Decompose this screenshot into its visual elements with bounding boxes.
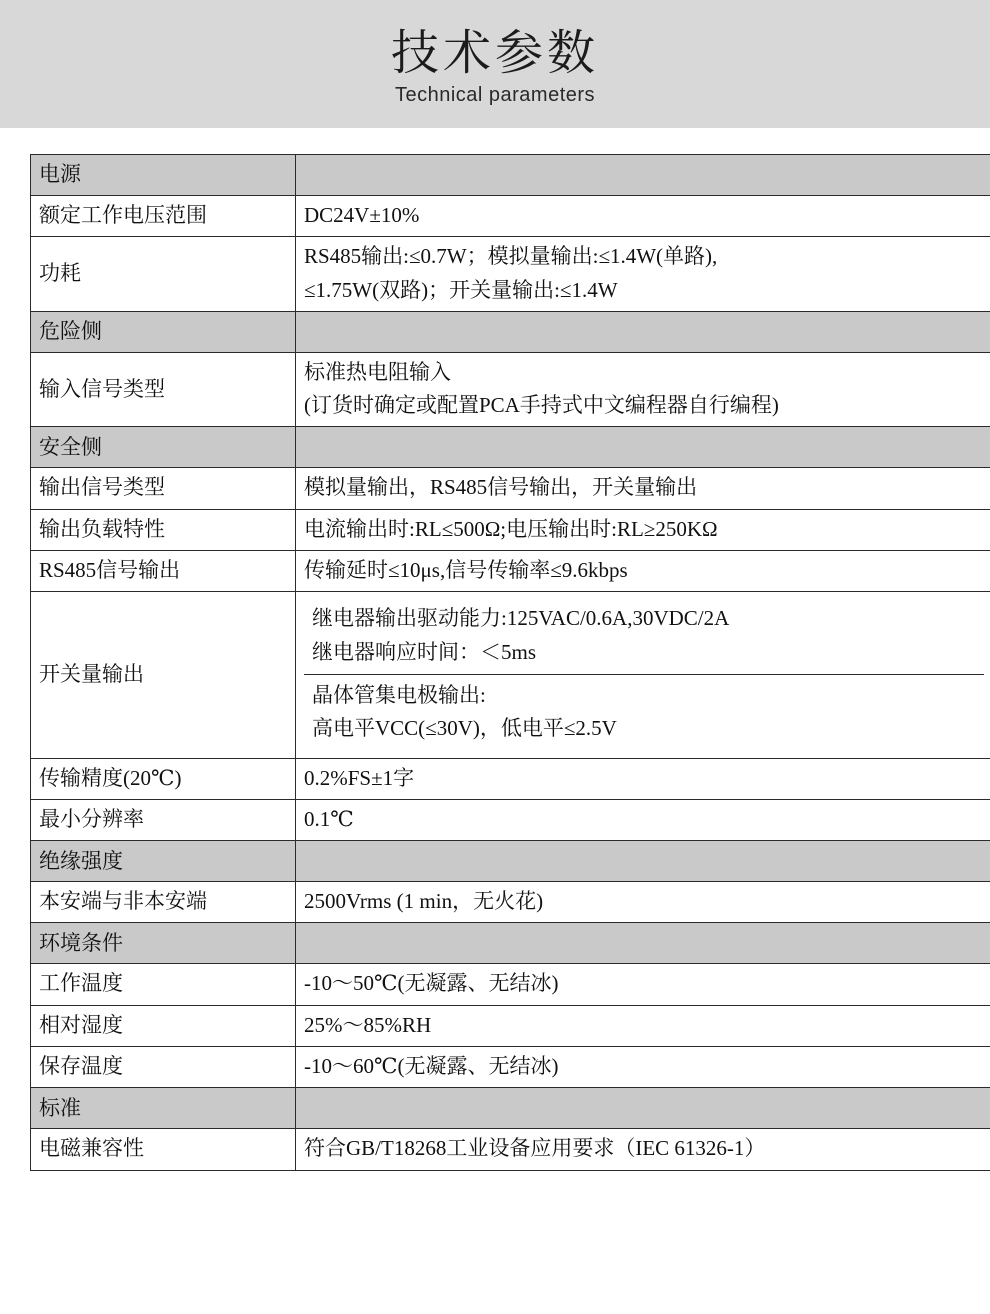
row-label: 工作温度 [31, 964, 296, 1005]
row-value-part [304, 598, 984, 674]
table-row [31, 196, 990, 237]
row-value-line: 晶体管集电极输出: [312, 682, 486, 707]
table-row [31, 592, 990, 758]
section-value [296, 841, 990, 882]
page-header-banner [0, 0, 990, 128]
row-label: 开关量输出 [31, 592, 296, 758]
row-label: 额定工作电压范围 [31, 196, 296, 237]
row-label: 最小分辨率 [31, 799, 296, 840]
table-row [31, 1005, 990, 1046]
row-value: DC24V±10% [296, 196, 990, 237]
table-section-row [31, 155, 990, 196]
section-value [296, 1088, 990, 1129]
row-label: 输出负载特性 [31, 509, 296, 550]
row-value [296, 352, 990, 427]
section-label: 环境条件 [31, 923, 296, 964]
row-label: 输入信号类型 [31, 352, 296, 427]
table-row [31, 799, 990, 840]
row-value: 传输延时≤10μs,信号传输率≤9.6kbps [296, 551, 990, 592]
technical-parameters-table [30, 154, 990, 1171]
table-row [31, 882, 990, 923]
row-value: 符合GB/T18268工业设备应用要求（IEC 61326-1） [296, 1129, 990, 1170]
row-label: 保存温度 [31, 1047, 296, 1088]
row-value: -10～60℃(无凝露、无结冰) [296, 1047, 990, 1088]
row-value: 25%～85%RH [296, 1005, 990, 1046]
table-section-row [31, 427, 990, 468]
table-section-row [31, 841, 990, 882]
table-section-row [31, 923, 990, 964]
row-value-line: 高电平VCC(≤30V)，低电平≤2.5V [312, 716, 617, 741]
section-label: 电源 [31, 155, 296, 196]
section-value [296, 311, 990, 352]
row-label: 传输精度(20℃) [31, 758, 296, 799]
row-value-line: ≤1.75W(双路)；开关量输出:≤1.4W [304, 277, 618, 302]
table-row [31, 964, 990, 1005]
table-row [31, 1129, 990, 1170]
row-value-line: RS485输出:≤0.7W；模拟量输出:≤1.4W(单路), [304, 244, 718, 269]
section-value [296, 923, 990, 964]
row-value-line: (订货时确定或配置PCA手持式中文编程器自行编程) [304, 393, 779, 418]
table-row [31, 468, 990, 509]
table-row [31, 352, 990, 427]
table-row [31, 237, 990, 312]
section-label: 绝缘强度 [31, 841, 296, 882]
row-value: 2500Vrms (1 min，无火花) [296, 882, 990, 923]
section-value [296, 155, 990, 196]
table-section-row [31, 311, 990, 352]
row-value-line: 继电器响应时间：＜5ms [312, 639, 537, 664]
row-label: 功耗 [31, 237, 296, 312]
row-value-line: 标准热电阻输入 [304, 359, 451, 384]
row-value-line: 继电器输出驱动能力:125VAC/0.6A,30VDC/2A [312, 606, 730, 631]
section-value [296, 427, 990, 468]
page-title: 技术参数 [390, 27, 599, 81]
row-value: 0.1℃ [296, 799, 990, 840]
page-subtitle: Technical parameters [394, 83, 596, 106]
row-value: 电流输出时:RL≤500Ω;电压输出时:RL≥250KΩ [296, 509, 990, 550]
section-label: 安全侧 [31, 427, 296, 468]
row-label: 相对湿度 [31, 1005, 296, 1046]
table-row [31, 1047, 990, 1088]
row-label: RS485信号输出 [31, 551, 296, 592]
table-section-row [31, 1088, 990, 1129]
row-label: 输出信号类型 [31, 468, 296, 509]
row-value [296, 237, 990, 312]
table-row [31, 758, 990, 799]
row-value: 模拟量输出，RS485信号输出，开关量输出 [296, 468, 990, 509]
row-label: 电磁兼容性 [31, 1129, 296, 1170]
spec-table-container [0, 128, 990, 1171]
section-label: 危险侧 [31, 311, 296, 352]
row-value-part [304, 674, 984, 751]
spec-table-body [31, 155, 990, 1171]
table-row [31, 551, 990, 592]
row-value-split [296, 592, 990, 758]
row-value: -10～50℃(无凝露、无结冰) [296, 964, 990, 1005]
row-value: 0.2%FS±1字 [296, 758, 990, 799]
section-label: 标准 [31, 1088, 296, 1129]
table-row [31, 509, 990, 550]
row-label: 本安端与非本安端 [31, 882, 296, 923]
